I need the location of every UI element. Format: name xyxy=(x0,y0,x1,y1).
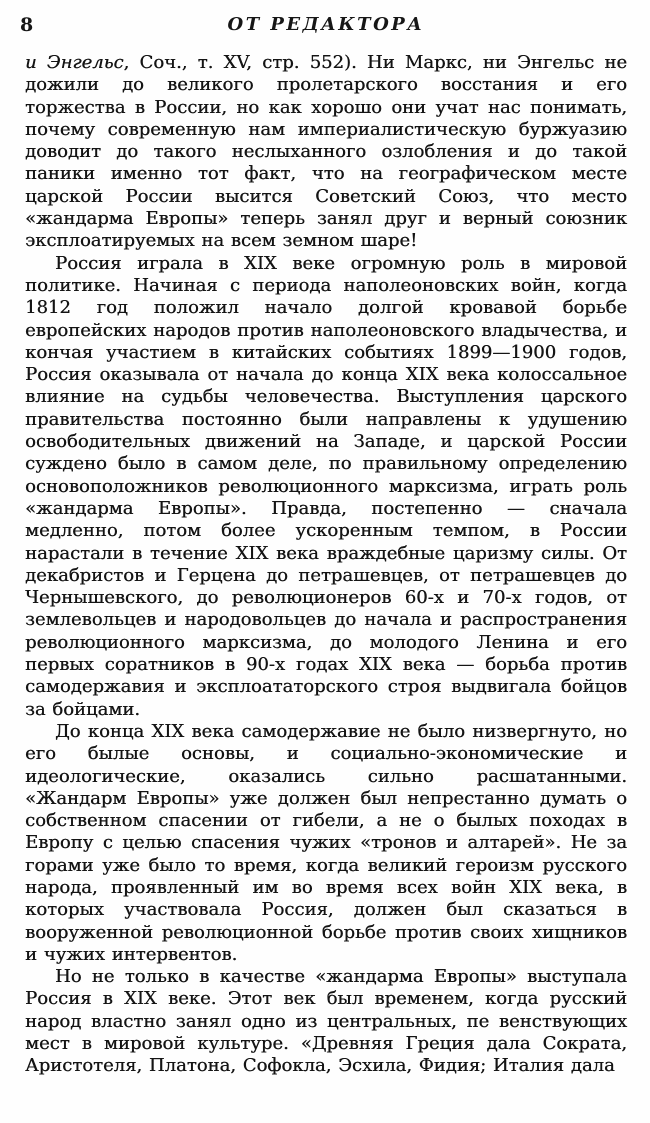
running-header xyxy=(20,14,627,40)
paragraph: До конца XIX века самодержавие не было низвергнуто, но его былые основы, и социально-экономические и идеологические, оказались сильно расшатанными. «Жандарм Европы» уже должен был непрестанно думать о собственном спасении от гибели, а не о былых походах в Европу с целью спасения чужих «тронов и алтарей». Не за горами уже было то время, когда великий героизм русского народа, проявленный им во время всех войн XIX века, в которых участвовала Россия, должен был сказаться в вооруженной революционной борьбе против своих хищников и чужих интервентов. xyxy=(25,720,627,965)
page-number: 8 xyxy=(20,14,34,36)
body-text xyxy=(25,52,627,1078)
paragraph: Но не только в качестве «жандарма Европы» выступала Россия в XIX веке. Этот век был временем, когда русский народ властно занял одно из центральных, пе венствующих мест в мировой культуре. «Древняя Греция дала Сократа, Аристотеля, Платона, Софокла, Эсхила, Фидия; Италия дала xyxy=(25,966,627,1077)
running-head-title: ОТ РЕДАКТОРА xyxy=(227,14,425,35)
paragraph xyxy=(25,52,627,253)
paragraph: Россия играла в XIX веке огромную роль в мировой политике. Начиная с периода наполеоновских войн, когда 1812 год положил начало долгой кровавой борьбе европейских народов против наполеоновского владычества, и кончая участием в китайских событиях 1899—1900 годов, Россия оказывала от начала до конца XIX века колоссальное влияние на судьбы человечества. Выступления царского правительства постоянно были направлены к удушению освободительных движений на Западе, и царской России суждено было в самом деле, по правильному определению основоположников революционного марксизма, играть роль «жандарма Европы». Правда, постепенно — сначала медленно, потом более ускоренным темпом, в России нарастали в течение XIX века враждебные царизму силы. От декабристов и Герцена до петрашевцев, от петрашевцев до Чернышевского, до революционеров 60-х и 70-х годов, от землевольцев и народовольцев до начала и распространения революционного марксизма, до молодого Ленина и его первых соратников в 90-х годах XIX века — борьба против самодержавия и эксплоататорского строя выдвигала бойцов за бойцами. xyxy=(25,252,627,720)
paragraph-text: , Соч., т. XV, стр. 552). Ни Маркс, ни Энгельс не дожили до великого пролетарского восстания и его торжества в России, но как хорошо они учат нас понимать, почему современную нам империалистическую буржуазию доводит до такого неслыханного озлобления и до такой паники именно тот факт, что на географическом месте царской России высится Советский Союз, что место «жандарма Европы» теперь занял друг и верный союзник эксплоатируемых на всем земном шаре! xyxy=(25,52,627,252)
italic-citation-lead: и Энгельс xyxy=(25,52,124,73)
